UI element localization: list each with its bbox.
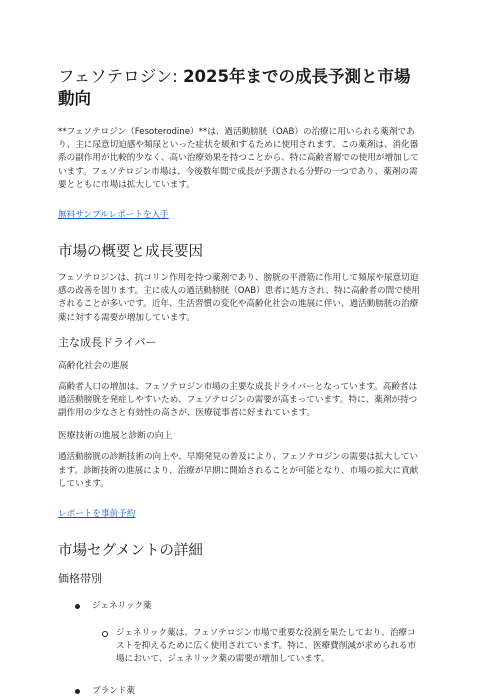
price-segment-heading: 価格帯別	[58, 572, 102, 586]
page-title-main: フェソテロジン:	[58, 67, 184, 86]
sub-list-item-text: ジェネリック薬は、フェソテロジン市場で重要な役割を果たしており、治療コストを抑えるために広く使用されています。特に、医療費削減が求められる市場において、ジェネリック薬の需要が増加しています。	[116, 628, 417, 665]
driver-tech-heading: 医療技術の進展と診断の向上	[58, 431, 173, 442]
sub-list	[92, 627, 422, 667]
preorder-report-link[interactable]: レポートを事前予約	[58, 509, 136, 520]
bullet-icon	[75, 604, 80, 609]
intro-paragraph: **フェソテロジン（Fesoterodine）**は、過活動膀胱（OAB）の治療に用いられる薬剤であり、主に尿意切迫感や頻尿といった症状を緩和するために使用されます。この薬剤は、消化器系の副作用が比較的少なく、高い治療効果を持つことから、特に高齢者層での使用が増加しています。フェソテロジン市場は、今後数年間で成長が予測される分野の一つであり、薬剤の需要とともに市場は拡大しています。	[58, 127, 419, 190]
overview-paragraph: フェソテロジンは、抗コリン作用を持つ薬剤であり、膀胱の平滑筋に作用して頻尿や尿意切迫感の改善を図ります。主に成人の過活動膀胱（OAB）患者に処方され、特に高齢者の間で使用されることが多いです。近年、生活習慣の変化や高齢化社会の進展に伴い、過活動膀胱の治療薬に対する需要が増加しています。	[58, 273, 420, 323]
list-item	[58, 685, 422, 698]
page-title-bold: 2025年までの成長予測と市場動向	[58, 67, 411, 108]
hollow-bullet-icon	[102, 631, 108, 637]
page-title	[58, 66, 422, 110]
driver-tech-paragraph: 過活動膀胱の診断技術の向上や、早期発見の普及により、フェソテロジンの需要は拡大しています。診断技術の進展により、治療が早期に開始されることが可能となり、市場の拡大に貢献しています。	[58, 452, 419, 489]
section-heading-segments: 市場セグメントの詳細	[58, 543, 203, 560]
section-heading-overview: 市場の概要と成長要因	[58, 244, 203, 261]
driver-aging-paragraph: 高齢者人口の増加は、フェソテロジン市場の主要な成長ドライバーとなっています。高齢者は過活動膀胱を発症しやすいため、フェソテロジンの需要が高まっています。特に、薬剤が持つ副作用の少なさと有効性の高さが、医療従事者に好まれています。	[58, 381, 418, 419]
list-item-label: ブランド薬	[92, 685, 135, 696]
sub-list-item	[92, 627, 422, 667]
drivers-heading: 主な成長ドライバー	[58, 335, 157, 349]
list-item	[58, 600, 422, 667]
free-sample-link[interactable]: 無料サンプルレポートを入手	[58, 210, 169, 221]
driver-aging-heading: 高齢化社会の進展	[58, 360, 129, 371]
bullet-icon	[75, 689, 80, 694]
price-segment-list	[58, 600, 422, 698]
list-item-label: ジェネリック薬	[92, 601, 152, 612]
